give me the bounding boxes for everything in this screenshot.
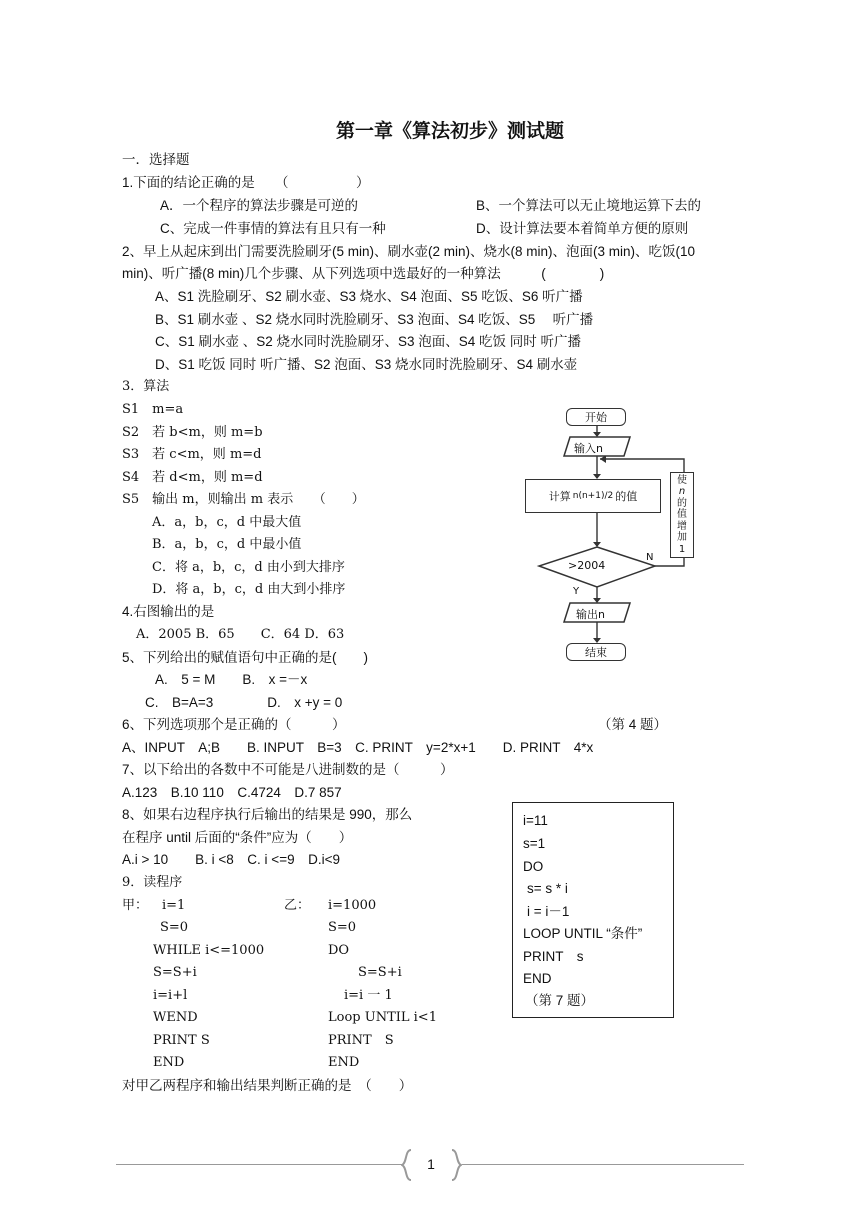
flow-side-char: 值 — [677, 509, 687, 521]
flow-cond-label: >2004 — [568, 559, 606, 572]
flow-side-char: 增 — [677, 520, 687, 532]
code-line: i = i－1 — [527, 904, 570, 919]
q1-option-d: D、设计算法要本着简单方便的原则 — [476, 221, 689, 236]
yi-code-line: S=S+i — [358, 965, 402, 980]
code-line: PRINT s — [523, 949, 584, 964]
jia-code-line: i=1 — [162, 898, 186, 913]
q3-option-d: D．将 a，b，c，d 由大到小排序 — [152, 582, 346, 597]
q3-option-c: C．将 a，b，c，d 由小到大排序 — [152, 560, 345, 575]
yi-code-line: Loop UNTIL i<1 — [328, 1010, 437, 1025]
q9-yi-label: 乙： — [284, 898, 311, 913]
yi-code-line: i=1000 — [328, 898, 377, 913]
flow-start — [566, 408, 626, 426]
q5-stem: 5、下列给出的赋值语句中正确的是( ) — [122, 650, 368, 665]
code-line: LOOP UNTIL “条件” — [523, 926, 643, 941]
flow-input-label: 输入n — [574, 442, 603, 455]
q9-jia-label: 甲： — [122, 898, 149, 913]
jia-code-line: i=i+l — [153, 988, 188, 1003]
q3-step-4: S4 若 d<m，则 m=d — [122, 470, 263, 485]
q2-stem-line2: min)、听广播(8 min)几个步骤、从下列选项中选最好的一种算法 ( ) — [122, 266, 605, 281]
page-number: 1 — [427, 1156, 435, 1172]
code-line: DO — [523, 859, 544, 874]
footer-brace-right — [450, 1149, 462, 1181]
q4-caption: （第 4 题） — [598, 717, 668, 732]
yi-code-line: PRINT S — [328, 1033, 394, 1048]
code-line: s=1 — [523, 836, 546, 851]
q4-stem: 4.右图输出的是 — [122, 604, 215, 619]
q3-option-b: B．a，b，c，d 中最小值 — [152, 537, 302, 552]
flow-compute-pre: 计算 — [548, 490, 571, 503]
jia-code-line: WHILE i<=1000 — [153, 943, 265, 958]
q1-stem: 1.下面的结论正确的是 （ ） — [122, 175, 370, 190]
flow-side-char: 1 — [678, 543, 686, 555]
q1-option-b: B、一个算法可以无止境地运算下去的 — [476, 198, 702, 213]
flow-side-char: 加 — [677, 532, 687, 544]
code-line: i=11 — [523, 813, 548, 828]
q2-option-a: A、S1 洗脸刷牙、S2 刷水壶、S3 烧水、S4 泡面、S5 吃饭、S6 听广播 — [155, 289, 583, 304]
q8-stem-line1: 8、如果右边程序执行后输出的结果是 990，那么 — [122, 807, 413, 822]
q8-options: A.i > 10 B. i <8 C. i <=9 D.i<9 — [122, 852, 340, 867]
code-line: END — [523, 971, 552, 986]
flow-no-label: N — [646, 552, 654, 563]
code-line: s= s * i — [527, 881, 568, 896]
q3-step-3: S3 若 c<m，则 m=d — [122, 447, 262, 462]
jia-code-line: WEND — [153, 1010, 198, 1025]
q9-head: 9．读程序 — [122, 875, 183, 890]
q6-options: A、INPUT A;B B. INPUT B=3 C. PRINT y=2*x+1 D. PRINT 4*x — [122, 740, 594, 755]
q3-step-5: S5 输出 m，则输出 m 表示 （ ） — [122, 492, 365, 507]
yi-code-line: END — [328, 1055, 360, 1070]
q3-head: 3．算法 — [122, 379, 170, 394]
q3-step-1: S1 m=a — [122, 402, 184, 417]
code-caption: （第 7 题） — [525, 993, 595, 1008]
yi-code-line: DO — [328, 943, 350, 958]
q7-options: A.123 B.10 110 C.4724 D.7 857 — [122, 785, 342, 800]
jia-code-line: S=0 — [160, 920, 189, 935]
yi-code-line: i=i 一 1 — [344, 988, 393, 1003]
flow-compute — [525, 479, 661, 513]
flow-output-label: 输出n — [576, 608, 605, 621]
q2-stem-line1: 2、早上从起床到出门需要洗脸刷牙(5 min)、刷水壶(2 min)、烧水(8 min)、泡面(3 min)、吃饭(10 — [122, 244, 696, 259]
q2-option-b: B、S1 刷水壶 、S2 烧水同时洗脸刷牙、S3 泡面、S4 吃饭、S5 听广播 — [155, 312, 594, 327]
footer-rule-left — [116, 1164, 402, 1165]
program-code-box — [512, 802, 674, 1018]
yi-code-line: S=0 — [328, 920, 357, 935]
q5-options-cd: C. B=A=3 D. x +y = 0 — [145, 695, 343, 710]
page-title: 第一章《算法初步》测试题 — [335, 120, 564, 142]
q3-option-a: A．a，b，c，d 中最大值 — [152, 515, 302, 530]
q2-option-c: C、S1 刷水壶 、S2 烧水同时洗脸刷牙、S3 泡面、S4 吃饭 同时 听广播 — [155, 334, 582, 349]
q1-option-a: A．一个程序的算法步骤是可逆的 — [160, 198, 359, 213]
q6-stem: 6、下列选项那个是正确的（ ） — [122, 717, 346, 732]
flow-compute-post: 的值 — [615, 490, 638, 503]
flow-side-box — [670, 472, 694, 558]
flow-compute-fraction: n(n+1)/2 — [572, 491, 614, 501]
jia-code-line: END — [153, 1055, 185, 1070]
q4-options: A．2005 B．65 C．64 D．63 — [136, 627, 345, 642]
flow-yes-label: Y — [573, 586, 580, 597]
q3-step-2: S2 若 b<m，则 m=b — [122, 425, 263, 440]
footer-rule-right — [462, 1164, 744, 1165]
q9-last-line: 对甲乙两程序和输出结果判断正确的是 （ ） — [122, 1078, 413, 1093]
q8-stem-line2: 在程序 until 后面的“条件”应为（ ） — [122, 830, 353, 845]
flow-end-label: 结束 — [585, 646, 607, 659]
jia-code-line: PRINT S — [153, 1033, 210, 1048]
q2-option-d: D、S1 吃饭 同时 听广播、S2 泡面、S3 烧水同时洗脸刷牙、S4 刷水壶 — [155, 357, 578, 372]
q1-option-c: C、完成一件事情的算法有且只有一种 — [160, 221, 386, 236]
q5-options-ab: A. 5 = M B. x =－x — [155, 672, 308, 687]
section-heading: 一．选择题 — [122, 152, 190, 167]
flow-start-label: 开始 — [585, 411, 607, 424]
flow-side-char: 使 — [677, 474, 687, 486]
flow-side-char: 的 — [677, 497, 687, 509]
q7-stem: 7、以下给出的各数中不可能是八进制数的是（ ） — [122, 762, 454, 777]
flow-side-char: n — [678, 486, 686, 498]
flow-end — [566, 643, 626, 661]
jia-code-line: S=S+i — [153, 965, 197, 980]
